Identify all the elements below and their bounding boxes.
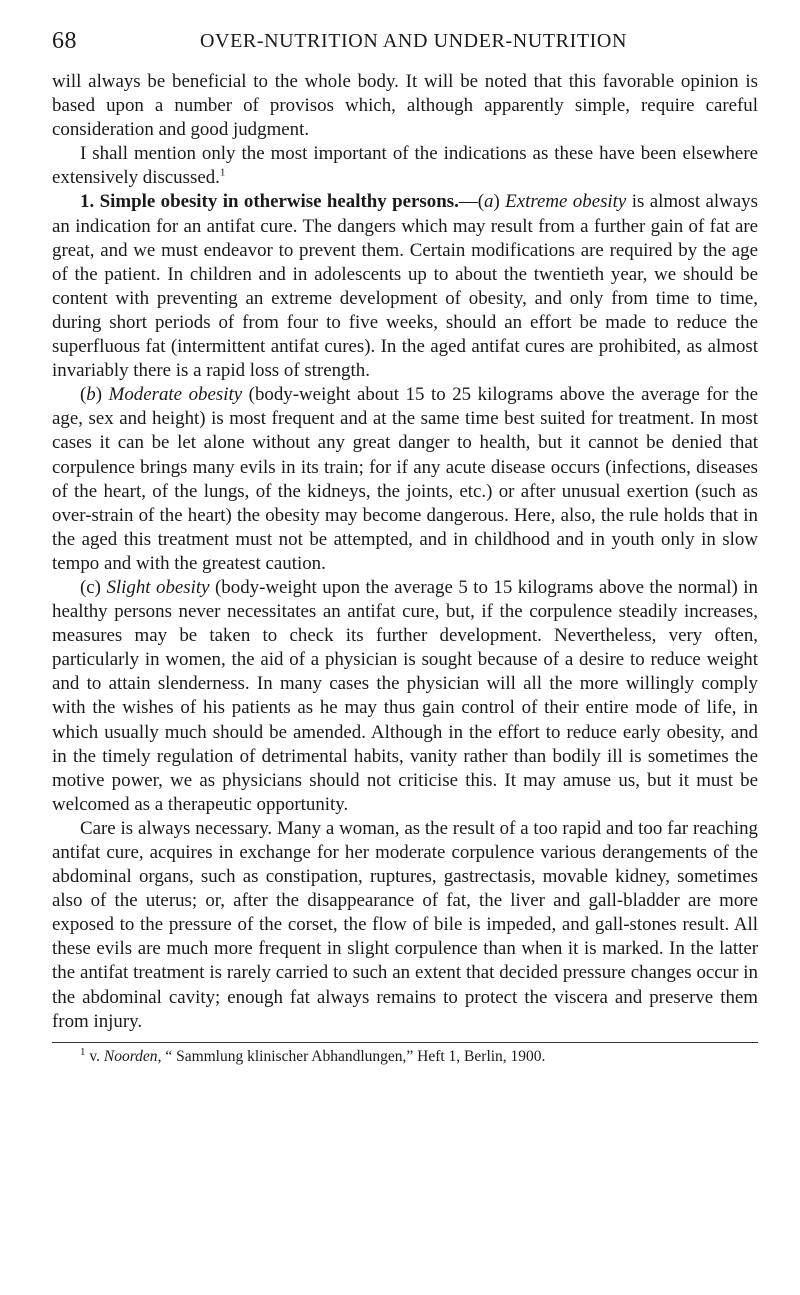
paragraph-moderate-obesity: (b) Moderate obesity (body-weight about 15 to 25 kilograms above the average for the age, sex and height) is most frequent and at the same time best suited for treatment. In most cases it can be let alone without any great danger to health, but it cannot be denied that corpulence brings many evils in its train; for if any acute disease occurs (infections, diseases of the heart, of the lungs, of the kidneys, the joints, etc.) or after unusual exertion (such as over-strain of the heart) the obesity may become dangerous. Here, also, the rule holds that in the aged this treatment must not be attempted, and in childhood and in youth only in slow tempo and with the greatest caution.	[52, 384, 759, 574]
book-page	[52, 22, 758, 1067]
paragraph-text: I shall mention only the most important of the indications as these have been elsewhere extensively discussed.	[52, 143, 758, 189]
section-heading: 1. Simple obesity in otherwise healthy persons.	[80, 191, 459, 213]
term-moderate-obesity: Moderate obesity	[108, 384, 243, 406]
paragraph-extreme-obesity: 1. Simple obesity in otherwise healthy persons.—(a) Extreme obesity is almost always an indication for an antifat cure. The dangers which may result from a further gain of fat are great, and we must endeavor to prevent them. Certain modifications are required by the age of the patient. In children and in adolescents up to about the twentieth year, we should be content with preventing an extreme development of obesity, and only from time to time, during short periods of from four to five weeks, should an effort be made to reduce the superfluous fat (intermittent antifat cures). In the aged antifat cures are prohibited, as almost invariably there is a rapid loss of strength.	[52, 191, 758, 382]
footnote-text: , “ Sammlung klinischer Abhandlungen,” Heft 1, Berlin, 1900.	[157, 1047, 546, 1065]
paragraph-indications	[52, 142, 758, 190]
footnote-reference: 1	[219, 167, 226, 180]
running-title: OVER-NUTRITION AND UNDER-NUTRITION	[200, 30, 628, 52]
page-number: 68	[52, 28, 77, 54]
paragraph-slight-obesity: (c) Slight obesity (body-weight upon the average 5 to 15 kilograms above the normal) in healthy persons never necessitates an antifat cure, but, if the corpulence steadily increases, measures may be taken to check its further development. Nevertheless, very often, particularly in women, the aid of a physician is sought because of a desire to reduce weight and to attain slenderness. In many cases the physician will all the more willingly comply with the wishes of his patients as he may thus gain control of their entire mode of life, in which usually much should be amended. Although in the effort to reduce early obesity, and in the timely regulation of detrimental habits, vanity rather than bodily ill is sometimes the motive power, we as physicians should not criticise this. It may amuse us, but it must be welcomed as a therapeutic opportunity.	[52, 576, 758, 815]
footnote-author: Noorden	[103, 1047, 158, 1065]
body-text	[52, 70, 758, 1034]
paragraph-care: Care is always necessary. Many a woman, as the result of a too rapid and too far reaching antifat cure, acquires in exchange for her moderate corpulence various derangements of the abdominal organs, such as constipation, ruptures, gastrectasis, movable kidney, sometimes also of the uterus; or, after the disappearance of fat, the liver and gall-bladder are more exposed to the pressure of the corset, the flow of bile is impeded, and gall-stones result. All these evils are much more frequent in slight corpulence than when it is marked. In the latter the antifat treatment is rarely carried to such an extent that decided pressure changes occur in the abdominal cavity; enough fat always remains to protect the viscera and preserve them from injury.	[52, 817, 758, 1032]
paragraph-continuation: will always be beneficial to the whole body. It will be noted that this favorable opinion is based upon a number of provisos which, although apparently simple, require careful consideration and good judgment.	[52, 71, 758, 141]
term-extreme-obesity: Extreme obesity	[505, 191, 627, 213]
footnote: $^1$ v. Noorden, “ Sammlung klinischer Abhandlungen,” Heft 1, Berlin, 1900.	[80, 1045, 546, 1065]
footnote-marker: 1	[80, 1045, 86, 1058]
term-slight-obesity: Slight obesity	[106, 576, 210, 598]
running-head	[52, 22, 758, 56]
footnote-divider	[52, 1042, 758, 1043]
